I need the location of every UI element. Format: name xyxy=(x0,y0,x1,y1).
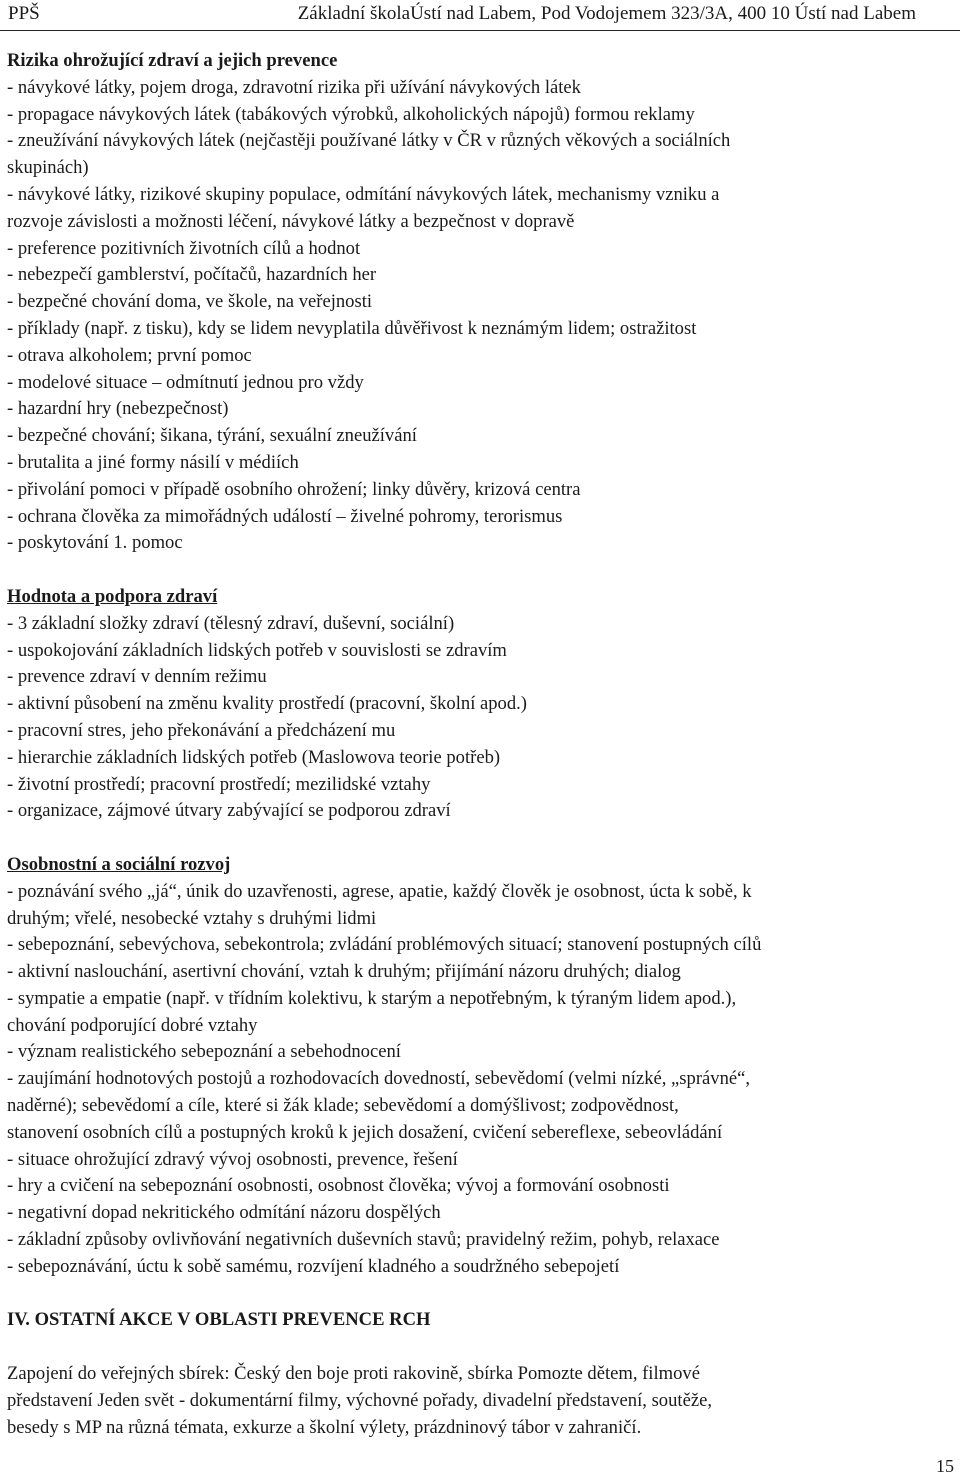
list-item: - aktivní působení na změnu kvality prostředí (pracovní, školní apod.) xyxy=(7,693,527,715)
list-item: - zneužívání návykových látek (nejčastěji používané látky v ČR v různých věkových a sociálních xyxy=(7,130,731,152)
list-item: - životní prostředí; pracovní prostředí; mezilidské vztahy xyxy=(7,773,431,795)
list-item: - preference pozitivních životních cílů a hodnot xyxy=(7,237,361,259)
list-item: - poskytování 1. pomoc xyxy=(7,532,183,554)
spacer xyxy=(7,1281,957,1308)
list-item: - sympatie a empatie (např. v třídním kolektivu, k starým a nepotřebným, k týraným lidem apod.), xyxy=(7,987,737,1009)
list-item: - hry a cvičení na sebepoznání osobnosti, osobnost člověka; vývoj a formování osobnosti xyxy=(7,1175,670,1197)
list-item: - základní způsoby ovlivňování negativních duševních stavů; pravidelný režim, pohyb, relaxace xyxy=(7,1229,720,1251)
list-item: - sebepoznání, sebevýchova, sebekontrola; zvládání problémových situací; stanovení postupných cílů xyxy=(7,934,762,956)
list-item: - otrava alkoholem; první pomoc xyxy=(7,344,252,366)
list-item: - prevence zdraví v denním režimu xyxy=(7,666,267,688)
list-item: - negativní dopad nekritického odmítání názoru dospělých xyxy=(7,1202,441,1224)
list-item: chování podporující dobré vztahy xyxy=(7,1014,258,1036)
list-item: - hierarchie základních lidských potřeb (Maslowova teorie potřeb) xyxy=(7,746,501,768)
list-item: - uspokojování základních lidských potřeb v souvislosti se zdravím xyxy=(7,639,507,661)
paragraph-line: besedy s MP na různá témata, exkurze a školní výlety, prázdninový tábor v zahraničí. xyxy=(7,1416,642,1438)
spacer xyxy=(7,1334,957,1361)
list-item: - modelové situace – odmítnutí jednou pro vždy xyxy=(7,371,364,393)
list-item: - návykové látky, pojem droga, zdravotní rizika při užívání návykových látek xyxy=(7,76,581,98)
paragraph-line: představení Jeden svět - dokumentární filmy, výchovné pořady, divadelní představení, soutěže, xyxy=(7,1389,712,1411)
spacer xyxy=(7,557,957,584)
list-item: - poznávání svého „já“, únik do uzavřenosti, agrese, apatie, každý člověk je osobnost, úcta k sobě, k xyxy=(7,880,752,902)
list-item: naděrné); sebevědomí a cíle, které si žák klade; sebevědomí a domýšlivost; zodpovědnost, xyxy=(7,1095,679,1117)
section-title-personal-development: Osobnostní a sociální rozvoj xyxy=(7,853,231,875)
page-header xyxy=(0,0,960,31)
list-item: skupinách) xyxy=(7,157,89,179)
list-item: - organizace, zájmové útvary zabývající se podporou zdraví xyxy=(7,800,451,822)
section-title-risks: Rizika ohrožující zdraví a jejich prevence xyxy=(7,50,338,71)
list-item: druhým; vřelé, nesobecké vztahy s druhými lidmi xyxy=(7,907,377,929)
list-item: - aktivní naslouchání, asertivní chování, vztah k druhým; přijímání názoru druhých; dialog xyxy=(7,961,681,983)
document-body xyxy=(7,48,957,1441)
list-item: - hazardní hry (nebezpečnost) xyxy=(7,398,229,420)
list-item: - 3 základní složky zdraví (tělesný zdraví, duševní, sociální) xyxy=(7,612,455,634)
list-item: - návykové látky, rizikové skupiny populace, odmítání návykových látek, mechanismy vzniku a xyxy=(7,183,720,205)
list-item: rozvoje závislosti a možnosti léčení, návykové látky a bezpečnost v dopravě xyxy=(7,210,575,232)
page-number: 15 xyxy=(936,1456,954,1476)
list-item: - nebezpečí gamblerství, počítačů, hazardních her xyxy=(7,264,377,286)
section-title-other-actions: IV. OSTATNÍ AKCE V OBLASTI PREVENCE RCH xyxy=(7,1309,431,1331)
paragraph-line: Zapojení do veřejných sbírek: Český den boje proti rakovině, sbírka Pomozte dětem, filmové xyxy=(7,1363,700,1385)
list-item: - význam realistického sebepoznání a sebehodnocení xyxy=(7,1041,401,1063)
list-item: - pracovní stres, jeho překonávání a předcházení mu xyxy=(7,719,396,741)
header-school-address: Základní školaÚstí nad Labem, Pod Vodojemem 323/3A, 400 10 Ústí nad Labem xyxy=(297,3,916,24)
spacer xyxy=(7,825,957,852)
list-item: stanovení osobních cílů a postupných kroků k jejich dosažení, cvičení sebereflexe, sebeovládání xyxy=(7,1121,723,1143)
list-item: - příklady (např. z tisku), kdy se lidem nevyplatila důvěřivost k neznámým lidem; ostražitost xyxy=(7,317,697,339)
list-item: - zaujímání hodnotových postojů a rozhodovacích dovedností, sebevědomí (velmi nízké, „správné“, xyxy=(7,1068,751,1090)
list-item: - sebepoznávání, úctu k sobě samému, rozvíjení kladného a soudržného sebepojetí xyxy=(7,1255,620,1277)
list-item: - ochrana člověka za mimořádných událostí – živelné pohromy, terorismus xyxy=(7,505,563,527)
list-item: - přivolání pomoci v případě osobního ohrožení; linky důvěry, krizová centra xyxy=(7,478,581,500)
header-left: PPŠ xyxy=(8,3,40,24)
section-title-health: Hodnota a podpora zdraví xyxy=(7,585,218,607)
list-item: - brutalita a jiné formy násilí v médiích xyxy=(7,451,299,473)
list-item: - bezpečné chování; šikana, týrání, sexuální zneužívání xyxy=(7,425,417,447)
list-item: - propagace návykových látek (tabákových výrobků, alkoholických nápojů) formou reklamy xyxy=(7,103,695,125)
list-item: - bezpečné chování doma, ve škole, na veřejnosti xyxy=(7,291,373,313)
list-item: - situace ohrožující zdravý vývoj osobnosti, prevence, řešení xyxy=(7,1148,458,1170)
